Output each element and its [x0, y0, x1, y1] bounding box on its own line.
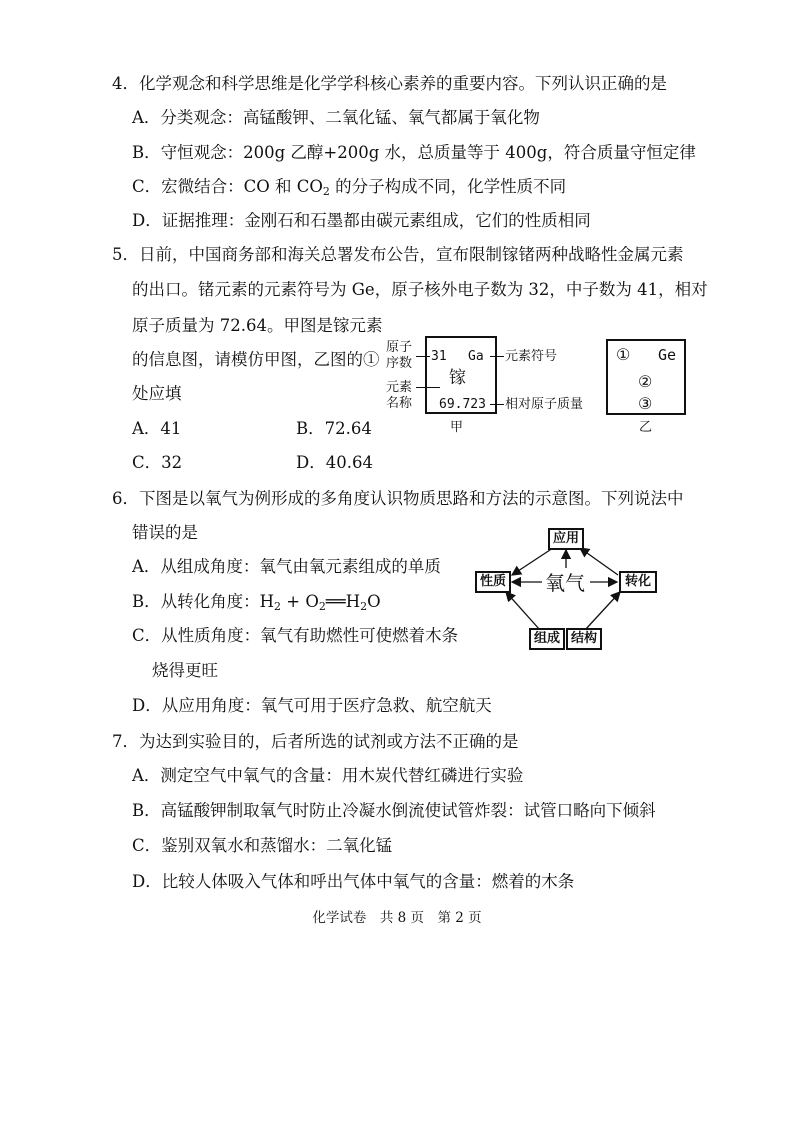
- q4-stem: 4．化学观念和科学思维是化学学科核心素养的重要内容。下列认识正确的是: [112, 74, 667, 93]
- mark-2: ②: [638, 372, 653, 391]
- caption-jia: 甲: [450, 420, 464, 435]
- element-symbol: Ga: [468, 349, 484, 364]
- subscript: 2: [360, 600, 368, 613]
- label-element-name-2: 名称: [386, 396, 413, 411]
- q5-option-a: A．41: [132, 419, 182, 438]
- q6-option-b-text: ══H: [325, 592, 361, 611]
- node-application: 应用: [548, 528, 584, 550]
- caption-yi: 乙: [639, 420, 653, 435]
- q4-option-a: A．分类观念：高锰酸钾、二氧化锰、氧气都属于氧化物: [132, 108, 540, 127]
- q6-option-a: A．从组成角度：氧气由氧元素组成的单质: [132, 557, 441, 576]
- node-structure: 结构: [566, 628, 602, 650]
- q6-option-c-line2: 烧得更旺: [152, 661, 218, 680]
- q5-option-b: B．72.64: [296, 419, 372, 438]
- q5-stem-line4: 的信息图，请模仿甲图，乙图的①: [132, 350, 380, 369]
- label-mass: 相对原子质量: [505, 397, 584, 412]
- element-name: 镓: [449, 368, 466, 388]
- q6-option-b-text: B．从转化角度：H: [132, 592, 275, 611]
- atomic-number: 31: [431, 349, 447, 364]
- subscript: 2: [274, 600, 282, 613]
- q6-stem-line1: 6．下图是以氧气为例形成的多角度认识物质思路和方法的示意图。下列说法中: [112, 489, 684, 508]
- page-footer: 化学试卷 共 8 页 第 2 页: [312, 910, 482, 926]
- q4-option-b: B．守恒观念：200g 乙醇+200g 水，总质量等于 400g，符合质量守恒定律: [132, 143, 696, 162]
- q5-stem-line3: 原子质量为 72.64。甲图是镓元素: [132, 316, 383, 335]
- label-atomic-number-1: 原子: [386, 340, 413, 355]
- q5-option-d: D．40.64: [296, 453, 373, 472]
- q5-stem-line5: 处应填: [132, 384, 182, 403]
- node-composition: 组成: [529, 628, 565, 650]
- label-symbol: 元素符号: [505, 349, 558, 364]
- q5-stem-line1: 5．日前，中国商务部和海关总署发布公告，宣布限制镓锗两种战略性金属元素: [112, 245, 684, 264]
- subscript: 2: [322, 185, 330, 198]
- center-oxygen: 氧气: [545, 571, 585, 595]
- mark-3: ③: [638, 394, 653, 413]
- q6-stem-line2: 错误的是: [132, 523, 198, 542]
- q7-option-a: A．测定空气中氧气的含量：用木炭代替红磷进行实验: [132, 766, 524, 785]
- q6-option-b-text: O: [367, 592, 381, 611]
- mark-1: ①: [616, 345, 631, 364]
- q5-stem-line2: 的出口。锗元素的元素符号为 Ge，原子核外电子数为 32，中子数为 41，相对: [132, 280, 708, 299]
- node-property: 性质: [475, 571, 511, 593]
- q6-option-b-text: + O: [281, 592, 319, 611]
- q5-option-c: C．32: [132, 453, 183, 472]
- q6-option-d: D．从应用角度：氧气可用于医疗急救、航空航天: [132, 696, 492, 715]
- q4-option-c-text: C．宏微结合：CO 和 CO: [132, 177, 323, 196]
- subscript: 2: [318, 600, 326, 613]
- element-symbol: Ge: [658, 346, 677, 364]
- node-transformation: 转化: [619, 571, 657, 593]
- atomic-mass: 69.723: [439, 397, 486, 412]
- q7-option-b: B．高锰酸钾制取氧气时防止冷凝水倒流使试管炸裂：试管口略向下倾斜: [132, 801, 656, 820]
- label-element-name-1: 元素: [386, 380, 413, 395]
- q7-option-d: D．比较人体吸入气体和呼出气体中氧气的含量：燃着的木条: [132, 872, 575, 891]
- q4-option-c-tail: 的分子构成不同，化学性质不同: [329, 177, 567, 196]
- q7-option-c: C．鉴别双氧水和蒸馏水：二氧化锰: [132, 836, 393, 855]
- q6-option-c-line1: C．从性质角度：氧气有助燃性可使燃着木条: [132, 626, 459, 645]
- q7-stem: 7．为达到实验目的，后者所选的试剂或方法不正确的是: [112, 732, 519, 751]
- label-atomic-number-2: 序数: [386, 356, 413, 371]
- q4-option-d: D．证据推理：金刚石和石墨都由碳元素组成，它们的性质相同: [132, 211, 591, 230]
